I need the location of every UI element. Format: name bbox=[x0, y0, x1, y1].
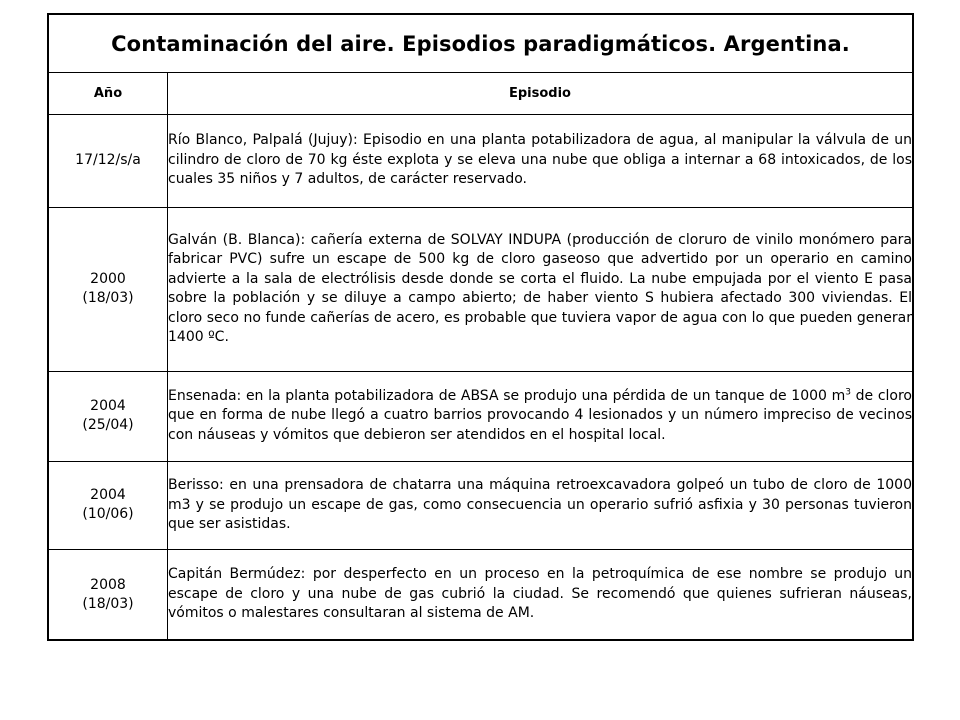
date-value: (25/04) bbox=[82, 417, 134, 434]
episode-text-part: de cloro que en forma de nube llegó a cuatro barrios provocando 4 lesionados y un número impreciso de vecinos con náuseas y vómitos que debieron ser atendidos en el hospital local. bbox=[168, 387, 912, 443]
episodes-table-frame bbox=[47, 13, 914, 641]
header-episode: Episodio bbox=[168, 73, 913, 114]
table-row bbox=[49, 371, 913, 461]
year-cell bbox=[49, 550, 168, 640]
episode-text: Berisso: en una prensadora de chatarra una máquina retroexcavadora golpeó un tubo de cloro de 1000 m3 y se produjo un escape de gas, como consecuencia un operario sufrió asfixia y 30 personas tuvieron que ser asistidas. bbox=[168, 461, 913, 550]
table-row bbox=[49, 461, 913, 550]
header-year: Año bbox=[49, 73, 168, 114]
episodes-table bbox=[48, 14, 913, 640]
year-cell bbox=[49, 207, 168, 371]
table-row bbox=[49, 114, 913, 207]
year-cell bbox=[49, 461, 168, 550]
year-value: 2004 bbox=[90, 398, 126, 415]
episode-text: Capitán Bermúdez: por desperfecto en un proceso en la petroquímica de ese nombre se produjo un escape de cloro y una nube de gas cubrió la ciudad. Se recomendó que quienes sufrieran náuseas, vómitos o malestares consultaran al sistema de AM. bbox=[168, 550, 913, 640]
year-value: 2000 bbox=[90, 271, 126, 288]
table-row bbox=[49, 550, 913, 640]
table-title: Contaminación del aire. Episodios paradigmáticos. Argentina. bbox=[49, 15, 913, 73]
date-value: (10/06) bbox=[82, 506, 134, 523]
year-value: 2008 bbox=[90, 576, 126, 593]
table-row bbox=[49, 207, 913, 371]
date-value: (18/03) bbox=[82, 290, 134, 307]
year-value: 17/12/s/a bbox=[75, 152, 141, 169]
episode-text bbox=[168, 371, 913, 461]
year-cell bbox=[49, 371, 168, 461]
episode-text: Galván (B. Blanca): cañería externa de SOLVAY INDUPA (producción de cloruro de vinilo monómero para fabricar PVC) sufre un escape de 500 kg de cloro gaseoso que advertido por un operario en camino advierte a la sala de electrólisis desde donde se corta el fluido. La nube empujada por el viento E pasa sobre la población y se diluye a campo abierto; de haber viento S hubiera afectado 300 viviendas. El cloro seco no funde cañerías de acero, es probable que tuviera vapor de agua con lo que pueden generar 1400 ºC. bbox=[168, 207, 913, 371]
year-value: 2004 bbox=[90, 487, 126, 504]
year-cell bbox=[49, 114, 168, 207]
episode-text: Río Blanco, Palpalá (Jujuy): Episodio en una planta potabilizadora de agua, al manipular la válvula de un cilindro de cloro de 70 kg éste explota y se eleva una nube que obliga a internar a 68 intoxicados, de los cuales 35 niños y 7 adultos, de carácter reservado. bbox=[168, 114, 913, 207]
superscript-exponent: 3 bbox=[845, 387, 851, 398]
date-value: (18/03) bbox=[82, 595, 134, 612]
episode-text-part: Ensenada: en la planta potabilizadora de ABSA se produjo una pérdida de un tanque de 1000 m bbox=[168, 387, 846, 404]
